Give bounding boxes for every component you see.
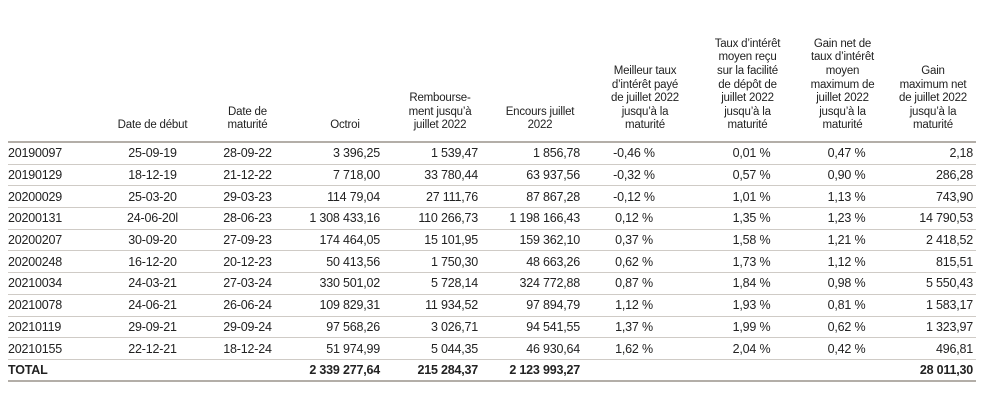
table-row: [8, 229, 976, 251]
header-row: [8, 0, 976, 142]
cell-deposit-rate: 1,84 %: [700, 273, 795, 295]
table-row: [8, 294, 976, 316]
cell-net-rate-gain: 1,23 %: [795, 208, 890, 230]
cell-net-rate-gain: 0,81 %: [795, 294, 890, 316]
table-row: [8, 316, 976, 338]
cell-id: 20190129: [8, 164, 110, 186]
cell-maturity-date: 21-12-22: [195, 164, 300, 186]
cell-maturity-date: [195, 359, 300, 381]
cell-max-net-gain: 5 550,43: [890, 273, 976, 295]
cell-deposit-rate: 1,93 %: [700, 294, 795, 316]
cell-max-net-gain: 1 583,17: [890, 294, 976, 316]
cell-net-rate-gain: 0,42 %: [795, 338, 890, 360]
cell-repayment: 110 266,73: [390, 208, 490, 230]
cell-id: 20200029: [8, 186, 110, 208]
cell-outstanding: 1 856,78: [490, 142, 590, 164]
cell-maturity-date: 28-06-23: [195, 208, 300, 230]
cell-best-rate: 0,12 %: [590, 208, 700, 230]
table-row: [8, 338, 976, 360]
table-row: [8, 273, 976, 295]
cell-repayment: 11 934,52: [390, 294, 490, 316]
header-max-net-gain: Gain maximum net de juillet 2022 jusqu’à la maturité: [890, 0, 976, 142]
cell-maturity-date: 29-03-23: [195, 186, 300, 208]
header-net-rate-gain: Gain net de taux d’intérêt moyen maximum de juillet 2022 jusqu’à la maturité: [795, 0, 890, 142]
cell-grant: 97 568,26: [300, 316, 390, 338]
table-row: [8, 251, 976, 273]
cell-max-net-gain: 496,81: [890, 338, 976, 360]
cell-start-date: 18-12-19: [110, 164, 195, 186]
cell-maturity-date: 29-09-24: [195, 316, 300, 338]
cell-start-date: 25-03-20: [110, 186, 195, 208]
cell-id: 20190097: [8, 142, 110, 164]
cell-best-rate: 0,62 %: [590, 251, 700, 273]
cell-deposit-rate: 1,73 %: [700, 251, 795, 273]
table-row: [8, 142, 976, 164]
cell-maturity-date: 20-12-23: [195, 251, 300, 273]
cell-deposit-rate: [700, 359, 795, 381]
cell-grant: 2 339 277,64: [300, 359, 390, 381]
cell-net-rate-gain: 0,98 %: [795, 273, 890, 295]
cell-repayment: 1 750,30: [390, 251, 490, 273]
cell-grant: 50 413,56: [300, 251, 390, 273]
cell-maturity-date: 27-09-23: [195, 229, 300, 251]
cell-start-date: 29-09-21: [110, 316, 195, 338]
cell-start-date: 24-06-20l: [110, 208, 195, 230]
cell-id: 20200248: [8, 251, 110, 273]
cell-max-net-gain: 2 418,52: [890, 229, 976, 251]
cell-grant: 109 829,31: [300, 294, 390, 316]
cell-repayment: 215 284,37: [390, 359, 490, 381]
cell-best-rate: -0,12 %: [590, 186, 700, 208]
cell-net-rate-gain: 1,13 %: [795, 186, 890, 208]
cell-max-net-gain: 743,90: [890, 186, 976, 208]
cell-maturity-date: 28-09-22: [195, 142, 300, 164]
cell-net-rate-gain: [795, 359, 890, 381]
cell-start-date: 24-06-21: [110, 294, 195, 316]
cell-max-net-gain: 14 790,53: [890, 208, 976, 230]
cell-max-net-gain: 815,51: [890, 251, 976, 273]
cell-best-rate: -0,46 %: [590, 142, 700, 164]
cell-start-date: 25-09-19: [110, 142, 195, 164]
cell-deposit-rate: 2,04 %: [700, 338, 795, 360]
cell-best-rate: 1,37 %: [590, 316, 700, 338]
cell-deposit-rate: 1,01 %: [700, 186, 795, 208]
header-deposit-rate: Taux d’intérêt moyen reçu sur la facilité de dépôt de juillet 2022 jusqu’à la maturité: [700, 0, 795, 142]
cell-net-rate-gain: 0,47 %: [795, 142, 890, 164]
cell-outstanding: 97 894,79: [490, 294, 590, 316]
cell-grant: 174 464,05: [300, 229, 390, 251]
cell-max-net-gain: 28 011,30: [890, 359, 976, 381]
cell-deposit-rate: 1,58 %: [700, 229, 795, 251]
cell-outstanding: 48 663,26: [490, 251, 590, 273]
cell-id: 20210078: [8, 294, 110, 316]
cell-maturity-date: 18-12-24: [195, 338, 300, 360]
cell-best-rate: 0,87 %: [590, 273, 700, 295]
table-row: [8, 186, 976, 208]
cell-id: 20210034: [8, 273, 110, 295]
cell-net-rate-gain: 0,90 %: [795, 164, 890, 186]
cell-outstanding: 2 123 993,27: [490, 359, 590, 381]
cell-max-net-gain: 2,18: [890, 142, 976, 164]
cell-repayment: 5 728,14: [390, 273, 490, 295]
cell-best-rate: 1,62 %: [590, 338, 700, 360]
cell-net-rate-gain: 0,62 %: [795, 316, 890, 338]
cell-deposit-rate: 1,99 %: [700, 316, 795, 338]
header-repayment: Rembourse- ment jusqu’à juillet 2022: [390, 0, 490, 142]
cell-max-net-gain: 1 323,97: [890, 316, 976, 338]
cell-start-date: 24-03-21: [110, 273, 195, 295]
cell-id: 20200207: [8, 229, 110, 251]
cell-repayment: 5 044,35: [390, 338, 490, 360]
cell-start-date: [110, 359, 195, 381]
cell-repayment: 33 780,44: [390, 164, 490, 186]
cell-deposit-rate: 0,01 %: [700, 142, 795, 164]
cell-repayment: 27 111,76: [390, 186, 490, 208]
cell-grant: 114 79,04: [300, 186, 390, 208]
cell-maturity-date: 26-06-24: [195, 294, 300, 316]
cell-grant: 51 974,99: [300, 338, 390, 360]
cell-net-rate-gain: 1,12 %: [795, 251, 890, 273]
cell-deposit-rate: 1,35 %: [700, 208, 795, 230]
loan-table: [8, 0, 976, 382]
cell-outstanding: 94 541,55: [490, 316, 590, 338]
cell-id: 20210155: [8, 338, 110, 360]
cell-best-rate: 1,12 %: [590, 294, 700, 316]
cell-outstanding: 1 198 166,43: [490, 208, 590, 230]
cell-start-date: 30-09-20: [110, 229, 195, 251]
cell-repayment: 1 539,47: [390, 142, 490, 164]
cell-net-rate-gain: 1,21 %: [795, 229, 890, 251]
cell-outstanding: 159 362,10: [490, 229, 590, 251]
header-outstanding: Encours juillet 2022: [490, 0, 590, 142]
table-row: [8, 164, 976, 186]
cell-outstanding: 46 930,64: [490, 338, 590, 360]
header-maturity-date: Date de maturité: [195, 0, 300, 142]
cell-grant: 330 501,02: [300, 273, 390, 295]
total-row: [8, 359, 976, 381]
table-row: [8, 208, 976, 230]
cell-grant: 1 308 433,16: [300, 208, 390, 230]
cell-grant: 7 718,00: [300, 164, 390, 186]
cell-outstanding: 63 937,56: [490, 164, 590, 186]
cell-repayment: 15 101,95: [390, 229, 490, 251]
header-best-rate: Meilleur taux d’intérêt payé de juillet 2022 jusqu’à la maturité: [590, 0, 700, 142]
header-start-date: Date de début: [110, 0, 195, 142]
cell-outstanding: 324 772,88: [490, 273, 590, 295]
cell-best-rate: 0,37 %: [590, 229, 700, 251]
cell-best-rate: -0,32 %: [590, 164, 700, 186]
header-id: [8, 0, 110, 142]
cell-outstanding: 87 867,28: [490, 186, 590, 208]
cell-id: 20200131: [8, 208, 110, 230]
cell-repayment: 3 026,71: [390, 316, 490, 338]
cell-max-net-gain: 286,28: [890, 164, 976, 186]
cell-start-date: 16-12-20: [110, 251, 195, 273]
cell-id: TOTAL: [8, 359, 110, 381]
cell-grant: 3 396,25: [300, 142, 390, 164]
cell-id: 20210119: [8, 316, 110, 338]
header-grant: Octroi: [300, 0, 390, 142]
cell-start-date: 22-12-21: [110, 338, 195, 360]
cell-best-rate: [590, 359, 700, 381]
cell-deposit-rate: 0,57 %: [700, 164, 795, 186]
cell-maturity-date: 27-03-24: [195, 273, 300, 295]
